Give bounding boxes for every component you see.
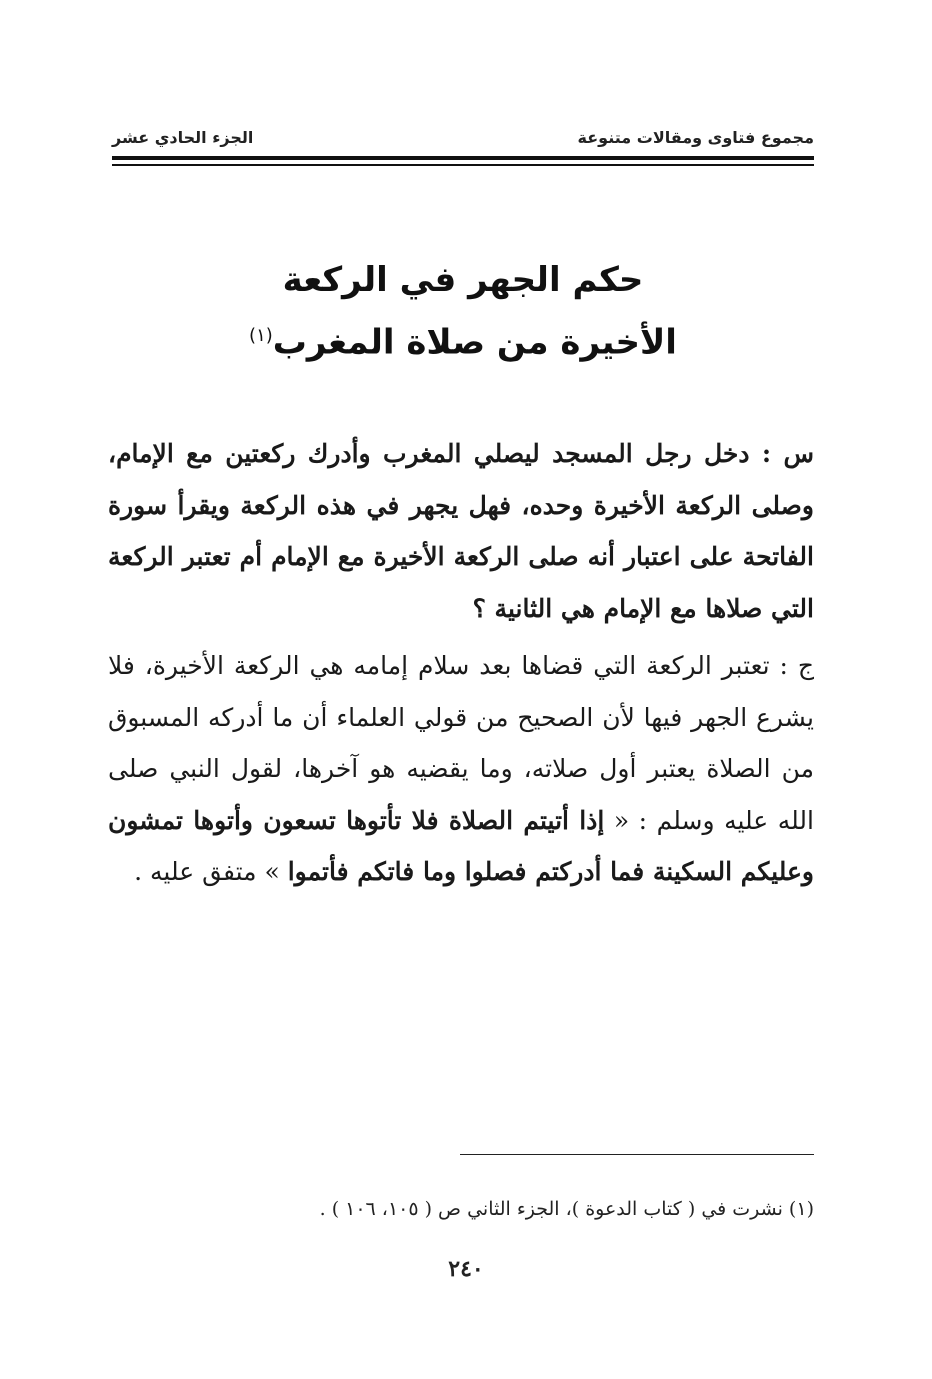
footnote-reference: (١) (249, 325, 273, 346)
header-rule-thin (112, 164, 814, 166)
answer-intro: ج : تعتبر الركعة التي قضاها بعد سلام إمامه هي الركعة الأخيرة، فلا يشرع الجهر فيها لأن الصحيح من قولي العلماء أن ما أدركه المسبوق من الصلاة يعتبر أول صلاته، وما يقضيه هو آخرها، لقول النبي صلى الله عليه وسلم : « (108, 651, 814, 835)
article-body (108, 428, 814, 898)
question-paragraph: س : دخل رجل المسجد ليصلي المغرب وأدرك ركعتين مع الإمام، وصلى الركعة الأخيرة وحده، فهل يجهر في هذه الركعة ويقرأ سورة الفاتحة على اعتبار أنه صلى الركعة الأخيرة مع الإمام أم تعتبر الركعة التي صلاها مع الإمام هي الثانية ؟ (108, 439, 814, 623)
title-line-2 (112, 308, 814, 370)
book-title: مجموع فتاوى ومقالات متنوعة (577, 128, 814, 147)
footnote: (١) نشرت في ( كتاب الدعوة )، الجزء الثاني ص ( ١٠٥، ١٠٦ ) . (319, 1198, 814, 1220)
answer-paragraph (108, 640, 814, 898)
header-rule-thick (112, 156, 814, 160)
title-line-1: حكم الجهر في الركعة (282, 260, 644, 300)
answer-outro: » متفق عليه . (134, 857, 280, 886)
footnote-separator (460, 1154, 814, 1155)
title-line-2-text: الأخيرة من صلاة المغرب (272, 322, 677, 363)
hadith-quote: إذا أتيتم الصلاة فلا تأتوها تسعون وأتوها تمشون وعليكم السكينة فما أدركتم فصلوا وما فاتكم فأتموا (108, 805, 814, 886)
running-header (112, 128, 814, 152)
volume-label: الجزء الحادي عشر (112, 128, 254, 147)
article-title (112, 252, 814, 370)
page-number: ٢٤٠ (448, 1256, 484, 1282)
